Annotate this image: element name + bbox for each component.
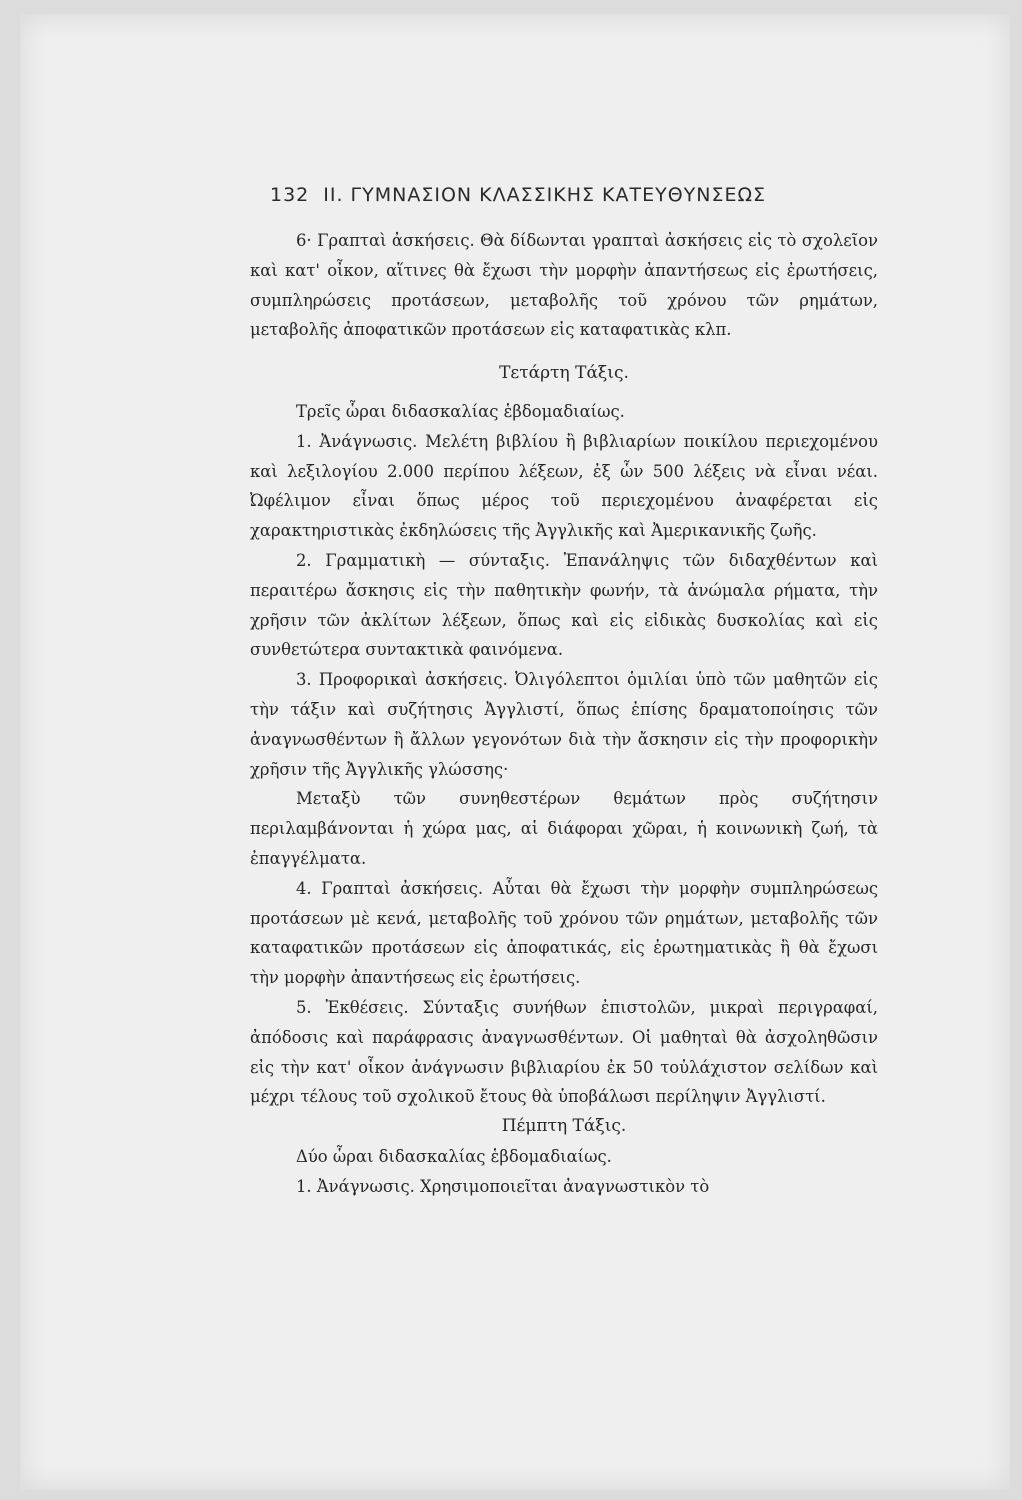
paragraph-oral-exercises: 3. Προφορικαὶ ἀσκήσεις. Ὀλιγόλεπτοι ὁμιλίαι ὑπὸ τῶν μαθητῶν εἰς τὴν τάξιν καὶ συζήτησις Ἀγγλιστί, ὅπως ἐπίσης δραματοποίησις τῶν ἀναγνωσθέντων ἢ ἄλλων γεγονότων διὰ τὴν ἄσκησιν εἰς τὴν προφορικὴν χρῆσιν τῆς Ἀγγλικῆς γλώσσης· (250, 670, 878, 779)
paragraph-written-exercises-4: 4. Γραπταὶ ἀσκήσεις. Αὗται θὰ ἔχωσι τὴν μορφὴν συμπληρώσεως προτάσεων μὲ κενά, μεταβολῆς τοῦ χρόνου τῶν ρημάτων, μεταβολῆς τῶν καταφατικῶν προτάσεων εἰς ἀποφατικάς, εἰς ἐρωτηματικὰς ἢ θὰ ἔχωσι τὴν μορφὴν ἀπαντήσεως εἰς ἐρωτήσεις. (250, 878, 878, 988)
running-header (270, 184, 766, 206)
page-body (250, 226, 878, 1202)
paragraph-weekly-hours-fifth: Δύο ὧραι διδασκαλίας ἑβδομαδιαίως. (296, 1146, 612, 1166)
paragraph-reading: 1. Ἀνάγνωσις. Μελέτη βιβλίου ἢ βιβλιαρίων ποικίλου περιεχομένου καὶ λεξιλογίου 2.000 περίπου λέξεων, ἐξ ὧν 500 λέξεις νὰ εἶναι νέαι. Ὠφέλιμον εἶναι ὅπως μέρος τοῦ περιεχομένου ἀναφέρεται εἰς χαρακτηριστικὰς ἐκδηλώσεις τῆς Ἀγγλικῆς καὶ Ἀμερικανικῆς ζωῆς. (250, 431, 878, 541)
paragraph-grammar: 2. Γραμματικὴ — σύνταξις. Ἐπανάληψις τῶν διδαχθέντων καὶ περαιτέρω ἄσκησις εἰς τὴν παθητικὴν φωνήν, τὰ ἀνώμαλα ρήματα, τὴν χρῆσιν τῶν ἀκλίτων λέξεων, ὅπως καὶ εἰς εἰδικὰς δυσκολίας καὶ εἰς συνθετώτερα συντακτικὰ φαινόμενα. (250, 550, 878, 660)
paragraph-weekly-hours-fourth: Τρεῖς ὧραι διδασκαλίας ἑβδομαδιαίως. (296, 401, 625, 421)
running-title: II. ΓΥΜΝΑΣΙΟΝ ΚΛΑΣΣΙΚΗΣ ΚΑΤΕΥΘΥΝΣΕΩΣ (323, 184, 767, 206)
paragraph-written-exercises: 6· Γραπταὶ ἀσκήσεις. Θὰ δίδωνται γραπταὶ ἀσκήσεις εἰς τὸ σχολεῖον καὶ κατ' οἶκον, αἵτινες θὰ ἔχωσι τὴν μορφὴν ἀπαντήσεως εἰς ἐρωτήσεις, συμπληρώσεις προτάσεων, μεταβολῆς τοῦ χρόνου τῶν ρημάτων, μεταβολῆς ἀποφατικῶν προτάσεων εἰς καταφατικὰς κλπ. (250, 231, 878, 340)
page-number: 132 (270, 184, 310, 206)
section-heading-fifth-class: Πέμπτη Τάξις. (501, 1116, 627, 1137)
paragraph-reading-fifth: 1. Ἀνάγνωσις. Χρησιμοποιεῖται ἀναγνωστικὸν τὸ (296, 1176, 710, 1196)
paragraph-discussion-topics: Μεταξὺ τῶν συνηθεστέρων θεμάτων πρὸς συζήτησιν περιλαμβάνονται ἡ χώρα μας, αἱ διάφοραι χῶραι, ἡ κοινωνικὴ ζωή, τὰ ἐπαγγέλματα. (250, 789, 878, 868)
paragraph-compositions: 5. Ἐκθέσεις. Σύνταξις συνήθων ἐπιστολῶν, μικραὶ περιγραφαί, ἀπόδοσις καὶ παράφρασις ἀναγνωσθέντων. Οἱ μαθηταὶ θὰ ἀσχοληθῶσιν εἰς τὴν κατ' οἶκον ἀνάγνωσιν βιβλιαρίου ἐκ 50 τοὐλάχιστον σελίδων καὶ μέχρι τέλους τοῦ σχολικοῦ ἔτους θὰ ὑποβάλωσι περίληψιν Ἀγγλιστί. (250, 997, 878, 1107)
section-heading-fourth-class: Τετάρτη Τάξις. (499, 363, 629, 384)
